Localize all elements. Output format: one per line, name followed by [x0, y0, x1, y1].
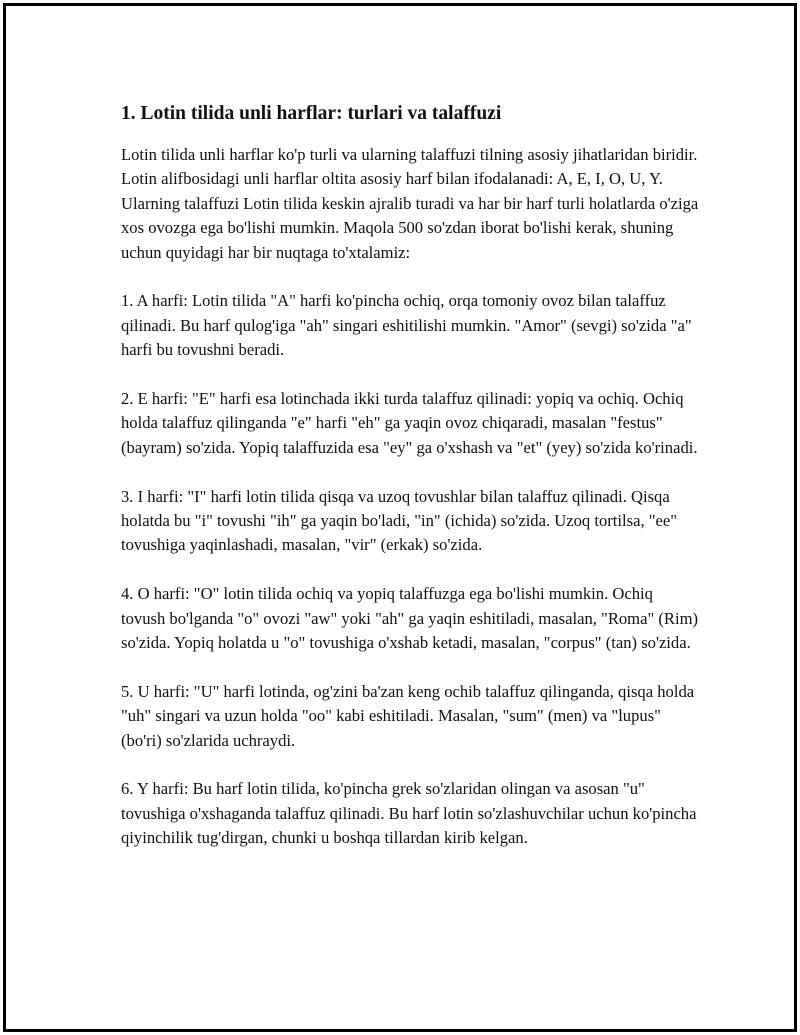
intro-paragraph: Lotin tilida unli harflar ko'p turli va ularning talaffuzi tilning asosiy jihatlaridan biridir. Lotin alifbosidagi unli harflar oltita asosiy harf bilan ifodalanadi: A, E, I, O, U, Y. Ularning talaffuzi Lotin tilida keskin ajralib turadi va har bir harf turli holatlarda o'ziga xos ovozga ega bo'lishi mumkin. Maqola 500 so'zdan iborat bo'lishi kerak, shuning uchun quyidagi har bir nuqtaga to'xtalamiz:	[121, 145, 699, 262]
section-paragraph-o: 4. O harfi: "O" lotin tilida ochiq va yopiq talaffuzga ega bo'lishi mumkin. Ochiq tovush bo'lganda "o" ovozi "aw" yoki "ah" ga yaqin eshitiladi, masalan, "Roma" (Rim) so'zida. Yopiq holatda u "o" tovushiga o'xshab ketadi, masalan, "corpus" (tan) so'zida.	[121, 584, 699, 653]
section-paragraph-u: 5. U harfi: "U" harfi lotinda, og'zini ba'zan keng ochib talaffuz qilinganda, qisqa holda "uh" singari va uzun holda "oo" kabi eshitiladi. Masalan, "sum" (men) va "lupus" (bo'ri) so'zlarida uchraydi.	[121, 681, 695, 750]
document-body	[121, 101, 701, 875]
page-frame	[3, 3, 797, 1032]
section-paragraph-e: 2. E harfi: "E" harfi esa lotinchada ikki turda talaffuz qilinadi: yopiq va ochiq. Ochiq holda talaffuz qilinganda "e" harfi "eh" ga yaqin ovoz chiqaradi, masalan "festus" (bayram) so'zida. Yopiq talaffuzida esa "ey" ga o'xshash va "et" (yey) so'zida ko'rinadi.	[121, 389, 698, 457]
document-title: 1. Lotin tilida unli harflar: turlari va talaffuzi	[121, 103, 502, 124]
section-paragraph-y: 6. Y harfi: Bu harf lotin tilida, ko'pincha grek so'zlaridan olingan va asosan "u" tovushiga o'xshaganda talaffuz qilinadi. Bu harf lotin so'zlashuvchilar uchun ko'pincha qiyinchilik tug'dirgan, chunki u boshqa tillardan kirib kelgan.	[121, 779, 697, 848]
section-paragraph-a: 1. A harfi: Lotin tilida "A" harfi ko'pincha ochiq, orqa tomoniy ovoz bilan talaffuz qilinadi. Bu harf qulog'iga "ah" singari eshitilishi mumkin. "Amor" (sevgi) so'zida "a" harfi bu tovushni beradi.	[121, 291, 692, 360]
section-paragraph-i: 3. I harfi: "I" harfi lotin tilida qisqa va uzoq tovushlar bilan talaffuz qilinadi. Qisqa holatda bu "i" tovushi "ih" ga yaqin bo'ladi, "in" (ichida) so'zida. Uzoq tortilsa, "ee" tovushiga yaqinlashadi, masalan, "vir" (erkak) so'zida.	[121, 486, 678, 555]
